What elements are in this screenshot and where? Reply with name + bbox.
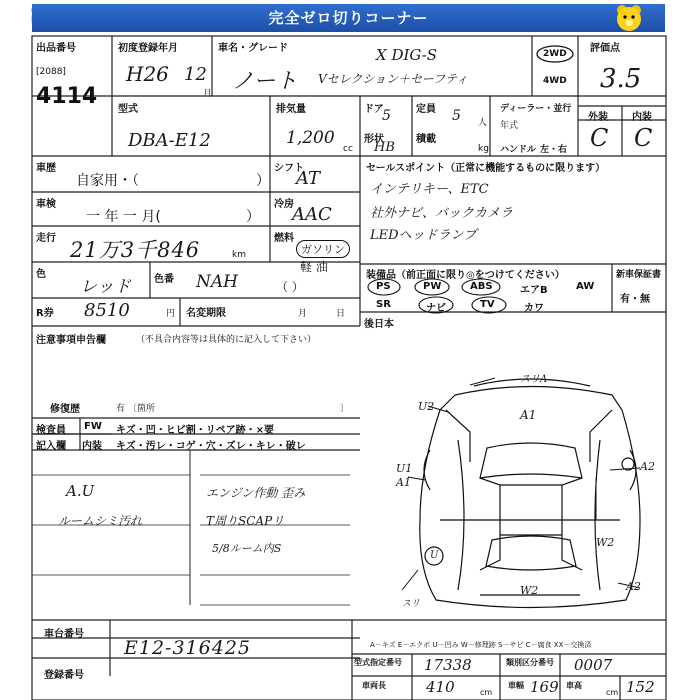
drive-2wd: 2WD xyxy=(543,49,567,59)
notes-sub: （不具合内容等は具体的に記入して下さい） xyxy=(136,335,317,345)
inspection-close: ） xyxy=(246,209,260,225)
class-number-value: 0007 xyxy=(574,656,613,674)
doors-label: ドア xyxy=(364,104,384,115)
handle-label: ハンドル xyxy=(500,145,537,155)
score-value: 3.5 xyxy=(600,64,642,94)
history-label: 車歴 xyxy=(36,163,56,174)
type-value: DBA-E12 xyxy=(128,130,211,151)
length-unit: cm xyxy=(480,688,493,697)
length-value: 410 xyxy=(426,678,455,696)
mark-u1: U1 xyxy=(396,462,413,475)
exterior-value: C xyxy=(590,124,609,152)
load-unit: kg xyxy=(478,144,489,154)
mark-a2-front: A2 xyxy=(626,580,641,593)
inspector-label: 後日本 xyxy=(364,319,394,330)
repair-close: 〕 xyxy=(340,404,350,414)
new-warranty-label: 新車保証書 xyxy=(616,270,662,280)
year-label: 年式 xyxy=(500,121,519,131)
score-label: 評価点 xyxy=(590,43,620,54)
sales-point-3: LEDヘッドランプ xyxy=(370,228,477,243)
aircon-label: 冷房 xyxy=(274,199,294,210)
new-warranty-value: 有・無 xyxy=(620,294,650,305)
displacement-label: 排気量 xyxy=(276,104,306,115)
mark-rear-scratch: スリA xyxy=(520,374,548,385)
history-value: 自家用・（ xyxy=(76,173,139,189)
displacement-value: 1,200 xyxy=(286,128,335,148)
remark-left-2: ルームシミ汚れ xyxy=(58,514,143,528)
sales-points-label: セールスポイント（正常に機能するものに限ります） xyxy=(366,163,606,174)
color-label: 色 xyxy=(36,269,46,280)
remark-right-2: T周りSCAPリ xyxy=(206,514,285,528)
model-label: 車名・グレード xyxy=(218,43,288,54)
mileage-unit: km xyxy=(232,250,246,260)
damage-code-legend: A－キズ E－エクボ U－凹み W－修理跡 S－サビ C－腐食 XX－交換済 xyxy=(370,641,592,649)
deadline-day: 日 xyxy=(336,309,346,319)
height-label: 車高 xyxy=(566,681,582,690)
legend-row-1: キズ・凹・ヒビ割・リペア跡・×要 xyxy=(116,425,274,436)
mark-front-scratch: スリ xyxy=(402,599,421,609)
capacity-label: 定員 xyxy=(416,104,436,115)
color-code-label: 色番 xyxy=(154,274,174,285)
recycle-value: 8510 xyxy=(84,300,130,321)
equip-ps: PS xyxy=(376,281,391,292)
equip-tv: TV xyxy=(480,299,495,310)
model-designation-label: 型式指定番号 xyxy=(354,658,402,667)
shift-value: AT xyxy=(296,168,321,189)
sales-point-1: インテリキー、ETC xyxy=(370,182,489,197)
mark-w2-front: W2 xyxy=(520,584,539,597)
equip-navi: ナビ xyxy=(426,303,446,314)
equip-airbag: エアB xyxy=(520,285,548,296)
mark-u2: U2 xyxy=(418,400,435,413)
recycle-unit: 円 xyxy=(166,309,176,319)
mark-a2-right: A2 xyxy=(640,460,655,473)
fuel-value: ガソリン xyxy=(296,240,350,258)
capacity-value: 5 xyxy=(452,108,461,124)
registration-label: 初度登録年月 xyxy=(118,43,178,54)
history-close: ） xyxy=(256,173,270,189)
equipment-label: 装備品（前正面に限り◎をつけてください） xyxy=(366,270,565,281)
inspector-label-2: 記入欄 xyxy=(36,441,66,452)
model-name: ノート xyxy=(232,69,298,94)
deadline-month: 月 xyxy=(298,309,308,319)
equip-leather: カワ xyxy=(524,303,544,314)
capacity-unit: 人 xyxy=(478,118,488,128)
mark-w2-right: W2 xyxy=(596,536,615,549)
notes-label: 注意事項申告欄 xyxy=(36,335,106,346)
mark-u-circle: U xyxy=(430,550,439,561)
interior-value: C xyxy=(634,124,653,152)
height-value: 152 xyxy=(626,678,655,696)
mileage-label: 走行 xyxy=(36,233,56,244)
lot-code: [2088] xyxy=(36,67,66,77)
fuel-label: 燃料 xyxy=(274,233,294,244)
remark-right-3: 5/8ルーム内S xyxy=(212,542,282,555)
registration-month: 12 xyxy=(184,64,207,85)
repair-label: 修復歴 xyxy=(50,404,80,415)
equip-abs: ABS xyxy=(470,281,493,292)
load-label: 積載 xyxy=(416,134,436,145)
model-grade-sub: Vセレクション＋セーフティ xyxy=(318,72,469,86)
inspection-label: 車検 xyxy=(36,199,56,210)
length-label: 車両長 xyxy=(362,681,386,690)
registration-month-unit: 月 xyxy=(203,89,213,99)
model-grade: X DIG-S xyxy=(376,46,438,64)
sales-point-2: 社外ナビ、バックカメラ xyxy=(370,206,513,221)
page-header: 完全ゼロ切りコーナー xyxy=(32,4,665,32)
model-designation-value: 17338 xyxy=(424,656,472,674)
interior-label: 内装 xyxy=(632,112,652,123)
height-unit: cm xyxy=(606,688,619,697)
legend-row-2: キズ・汚レ・コゲ・穴・ズレ・キレ・破レ xyxy=(116,441,306,452)
color-value: レッド xyxy=(80,277,131,297)
mark-a1-top: A1 xyxy=(520,408,537,422)
drive-4wd: 4WD xyxy=(543,76,567,86)
chassis-label: 車台番号 xyxy=(44,629,84,640)
legend-interior: 内装 xyxy=(82,441,102,452)
remark-right-1: エンジン作動 歪み xyxy=(206,486,306,500)
equip-pw: PW xyxy=(423,281,442,292)
class-number-label: 類別区分番号 xyxy=(506,658,554,667)
chassis-value: E12-316425 xyxy=(124,637,251,659)
inspector-label-1: 検査員 xyxy=(36,425,66,436)
shape-label: 形状 xyxy=(364,134,384,145)
equip-sr: SR xyxy=(376,299,391,310)
type-label: 型式 xyxy=(118,104,138,115)
registration-era: H26 xyxy=(126,62,169,86)
deadline-label: 名変期限 xyxy=(186,308,226,319)
exterior-label: 外装 xyxy=(588,112,608,123)
width-value: 169 xyxy=(530,678,559,696)
lot-label: 出品番号 xyxy=(36,43,76,54)
mileage-value: 21万3千846 xyxy=(70,238,201,262)
mark-a1-left: A1 xyxy=(396,476,411,489)
shift-label: シフト xyxy=(274,163,304,174)
fuel-alt: 軽 油 xyxy=(300,260,328,274)
dealer-label: ディーラー・並行 xyxy=(500,104,572,114)
handle-value: 左・右 xyxy=(540,145,568,155)
plate-label: 登録番号 xyxy=(44,670,84,681)
displacement-unit: cc xyxy=(343,144,353,154)
remark-left-1: A.U xyxy=(66,482,95,500)
inspection-value: 一 年 一 月( xyxy=(86,209,161,225)
shape-value: HB xyxy=(374,140,395,155)
repair-value: 有 〔箇所 xyxy=(116,404,155,414)
doors-value: 5 xyxy=(382,108,391,124)
width-label: 車幅 xyxy=(508,681,524,690)
color-code-value: NAH xyxy=(196,272,238,292)
legend-fw: FW xyxy=(84,421,102,432)
fuel-paren: （ ） xyxy=(276,280,304,294)
aircon-value: AAC xyxy=(292,204,332,225)
recycle-label: R券 xyxy=(36,308,54,319)
equip-aw: AW xyxy=(576,281,595,292)
lot-number: 4114 xyxy=(36,84,98,109)
